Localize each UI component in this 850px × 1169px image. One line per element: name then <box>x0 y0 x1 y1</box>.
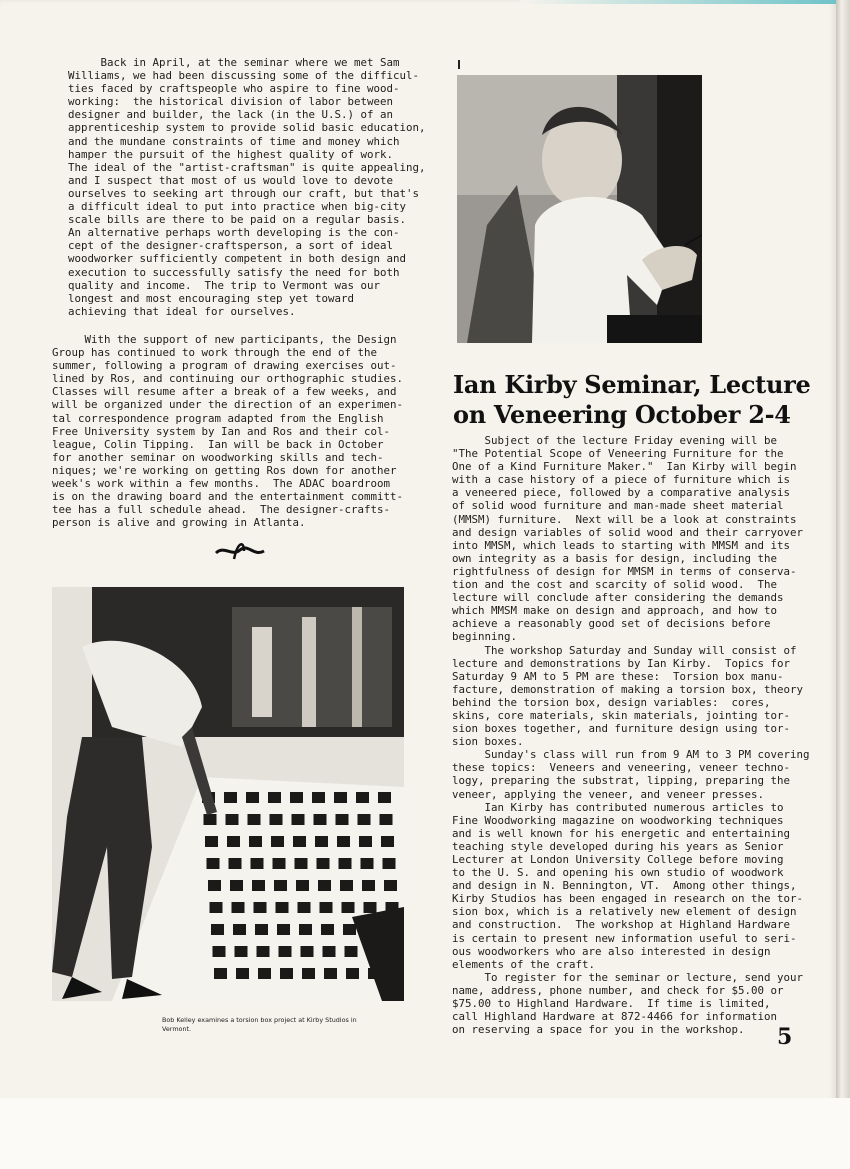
torsion-cell <box>268 792 281 803</box>
torsion-cell <box>230 880 243 891</box>
crop-mark <box>458 60 460 69</box>
torsion-cell <box>207 858 220 869</box>
torsion-cell <box>276 902 289 913</box>
torsion-cell <box>257 946 270 957</box>
torsion-cell <box>339 858 352 869</box>
page-number: 5 <box>777 1024 793 1050</box>
torsion-cell <box>277 924 290 935</box>
torsion-cell <box>296 880 309 891</box>
torsion-cell <box>210 902 223 913</box>
torsion-cell <box>323 946 336 957</box>
torsion-cell <box>324 968 337 979</box>
article-headline: Ian Kirby Seminar, Lecture on Veneering October 2-4 <box>453 370 811 429</box>
torsion-cell <box>235 946 248 957</box>
torsion-cell <box>251 858 264 869</box>
torsion-cell <box>208 880 221 891</box>
torsion-cell <box>290 792 303 803</box>
torsion-cell <box>273 858 286 869</box>
torsion-cell <box>361 858 374 869</box>
torsion-cell <box>213 946 226 957</box>
torsion-cell <box>279 946 292 957</box>
ian-kirby-photo <box>457 75 702 343</box>
torsion-cell <box>214 968 227 979</box>
torsion-cell <box>312 792 325 803</box>
torsion-cell <box>320 902 333 913</box>
torsion-cell <box>280 968 293 979</box>
section-divider-ornament <box>214 539 266 561</box>
torsion-cell <box>248 814 261 825</box>
torsion-cell <box>345 946 358 957</box>
torsion-box-photo <box>52 587 404 1001</box>
torsion-cell <box>317 858 330 869</box>
torsion-cell <box>301 946 314 957</box>
torsion-cell <box>299 924 312 935</box>
torsion-cell <box>211 924 224 935</box>
torsion-cell <box>362 880 375 891</box>
torsion-cell <box>205 836 218 847</box>
torsion-cell <box>233 924 246 935</box>
left-column-paragraph-1: Back in April, at the seminar where we met Sam Williams, we had been discussing some of the difficul- ties faced by craftspeople who aspire to fine wood- working: the historical division of labor between designer and builder, the lack (in the U.S.) of an apprenticeship system to provide solid basic education, and the mundane constraints of time and money which hamper the pursuit of the highest quality of work. The ideal of the "artist-craftsman" is quite appealing, and I suspect that most of us would love to devote ourselves to seeking art through our craft, but that's a difficult ideal to put into practice when big-city scale bills are there to be paid on a regular basis. An alternative perhaps worth developing is the con- cept of the designer-craftsperson, a sort of ideal woodworker sufficiently competent in both design and execution to successfully satisfy the need for both quality and income. The trip to Vermont was our longest and most encouraging step yet toward achieving that ideal for ourselves. <box>68 56 426 318</box>
torsion-cell <box>340 880 353 891</box>
torsion-cell <box>293 836 306 847</box>
torsion-cell <box>236 968 249 979</box>
torsion-cell <box>224 792 237 803</box>
torsion-cell <box>321 924 334 935</box>
torsion-cell <box>346 968 359 979</box>
torsion-cell <box>271 836 284 847</box>
torsion-cell <box>292 814 305 825</box>
torsion-cell <box>255 924 268 935</box>
torsion-cell <box>274 880 287 891</box>
torsion-cell <box>204 814 217 825</box>
scan-bottom-margin <box>0 1098 850 1169</box>
torsion-cell <box>314 814 327 825</box>
torsion-cell <box>258 968 271 979</box>
torsion-cell <box>249 836 262 847</box>
torsion-cell <box>364 902 377 913</box>
torsion-cell <box>356 792 369 803</box>
torsion-cell <box>359 836 372 847</box>
torsion-cell <box>232 902 245 913</box>
torsion-cell <box>318 880 331 891</box>
torsion-cell <box>334 792 347 803</box>
torsion-cell <box>302 968 315 979</box>
torsion-cell <box>246 792 259 803</box>
article-body: Subject of the lecture Friday evening will be "The Potential Scope of Veneering Furniture for the One of a Kind Furniture Maker." Ian Kirby will begin with a case history of a piece of furniture which is a veneered piece, followed by a comparative analysis of solid wood furniture and man-made sheet material (MMSM) furniture. Next will be a look at constraints and design variables of solid wood and their carryover into MMSM, which leads to starting with MMSM and its own integrity as a basis for design, including the rightfulness of design for MMSM in terms of conserva- tion and the cost and scarcity of solid wood. The lecture will conclude after considering the demands which MMSM make on design and approach, and how to achieve a reasonably good set of decisions before beginning. The workshop Saturday and Sunday will consist of lecture and demonstrations by Ian Kirby. Topics for Saturday 9 AM to 5 PM are these: Torsion box manu- facture, demonstration of making a torsion box, theory behind the torsion box, design variables: cores, skins, core materials, skin materials, jointing tor- sion boxes together, and furniture design using tor- sion boxes. Sunday's class will run from 9 AM to 3 PM covering these topics: Veneers and veneering, veneer techno- logy, preparing the substrat, lipping, preparing the veneer, applying the veneer, and veneer presses. Ian Kirby has contributed numerous articles to Fine Woodworking magazine on woodworking techniques and is well known for his energetic and entertaining teaching style developed during his years as Senior Lecturer at London University College before moving to the U. S. and opening his own studio of woodwork and design in N. Bennington, VT. Among other things, Kirby Studios has been engaged in research on the tor- sion box, which is a relatively new element of design and construction. The workshop at Highland Hardware is certain to present new information useful to seri- ous woodworkers who are also interested in design elements of the craft. To register for the seminar or lecture, send your name, address, phone number, and check for $5.00 or $75.00 to Highland Hardware. If time is limited, call Highland Hardware at 872-4466 for information on reserving a space for you in the workshop. <box>452 434 810 1037</box>
photo-caption: Bob Kelley examines a torsion box project at Kirby Studios in Vermont. <box>162 1016 357 1033</box>
torsion-cell <box>358 814 371 825</box>
torsion-cell <box>226 814 239 825</box>
top-color-strip <box>520 0 836 4</box>
left-column-paragraph-2: With the support of new participants, the Design Group has continued to work through the end of the summer, following a program of drawing exercises out- lined by Ros, and continuing our orthographic studies. Classes will resume after a break of a few weeks, and will be organized under the direction of an experimen- tal correspondence program adapted from the English Free University system by Ian and Ros and their col- league, Colin Tipping. Ian will be back in October for another seminar on woodworking skills and tech- niques; we're working on getting Ros down for another week's work within a few months. The ADAC boardroom is on the drawing board and the entertainment committ- tee has a full schedule ahead. The designer-crafts- person is alive and growing in Atlanta. <box>52 333 404 530</box>
torsion-cell <box>270 814 283 825</box>
page-edge <box>836 0 850 1169</box>
torsion-cell <box>381 836 394 847</box>
torsion-cell <box>337 836 350 847</box>
torsion-cell <box>315 836 328 847</box>
torsion-cell <box>254 902 267 913</box>
torsion-cell <box>384 880 397 891</box>
torsion-cell <box>336 814 349 825</box>
torsion-cell <box>342 902 355 913</box>
torsion-cell <box>380 814 393 825</box>
torsion-cell <box>229 858 242 869</box>
torsion-cell <box>295 858 308 869</box>
torsion-cell <box>343 924 356 935</box>
torsion-cell <box>383 858 396 869</box>
torsion-cell <box>298 902 311 913</box>
torsion-cell <box>227 836 240 847</box>
torsion-cell <box>378 792 391 803</box>
torsion-cell <box>252 880 265 891</box>
